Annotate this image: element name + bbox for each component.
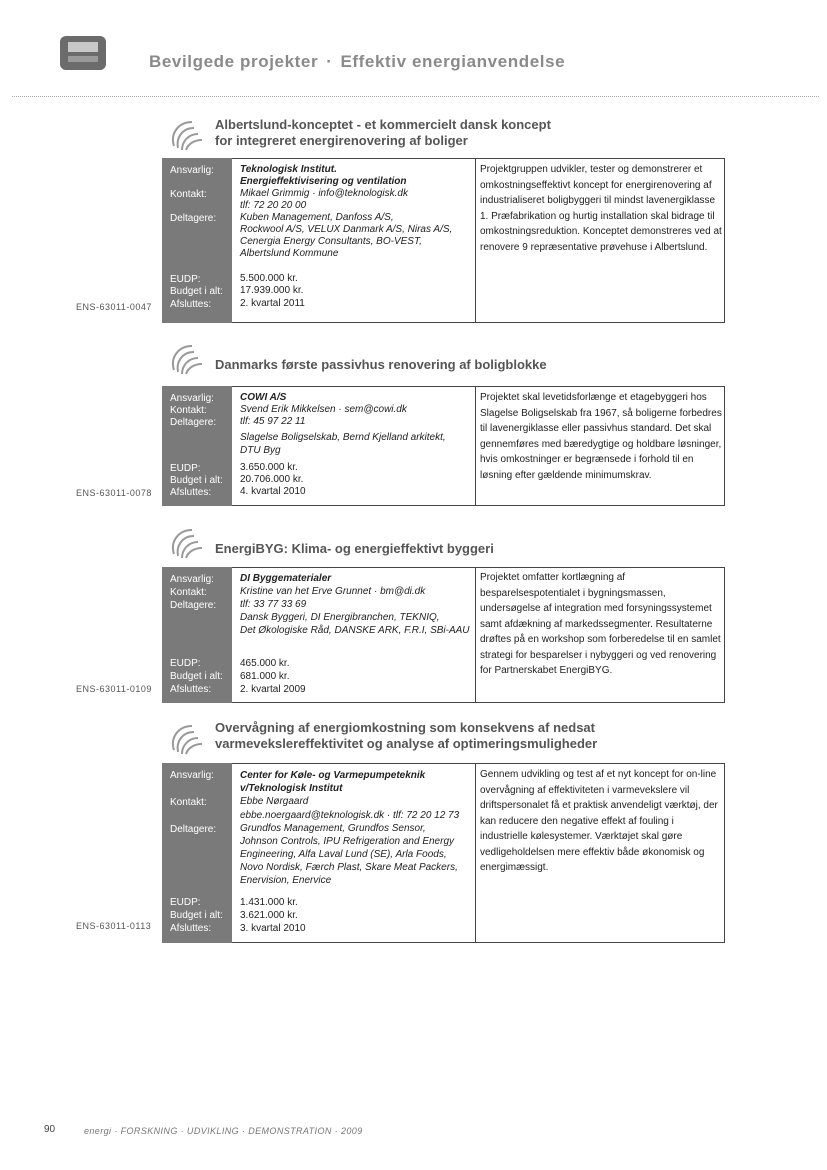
responsible-name: Teknologisk Institut. [240, 164, 337, 175]
project-code: ENS-63011-0047 [76, 302, 152, 312]
footer-text: energi · FORSKNING · UDVIKLING · DEMONSTRATION · 2009 [84, 1126, 363, 1136]
page-title-left: Bevilgede projekter [149, 52, 319, 71]
project-description: Projektgruppen udvikler, tester og demonstrerer et omkostningseffektivt koncept for energirenovering af industrialiseret boligbyggeri til mindst lavenergiklasse 1. Præfabrikation og hurtig installation skal bidrage til omkostningsreduktion. Konceptet demonstreres ved at renovere 9 repræsentative prøvehuse i Albertslund. [480, 164, 722, 253]
project-code: ENS-63011-0078 [76, 488, 152, 498]
contact: Svend Erik Mikkelsen · sem@cowi.dk [240, 404, 407, 415]
participants: Grundfos Management, Grundfos Sensor, [240, 823, 426, 834]
completion: 3. kvartal 2010 [240, 923, 306, 934]
participants: Kuben Management, Danfoss A/S, [240, 212, 394, 223]
project-description: Gennem udvikling og test af et nyt koncept for on-line overvågning af effektiviteten i varmevekslere vil driftspersonalet få et praktisk anvendeligt værktøj, der kan reducere den negative effekt af fouling i industrielle kølesystemer. Værktøjet skal gøre vedligeholdelsen mere effektiv både økonomisk og energimæssigt. [480, 769, 718, 873]
completion: 2. kvartal 2011 [240, 298, 305, 309]
swirl-logo-icon [168, 340, 208, 378]
swirl-logo-icon [168, 524, 208, 562]
responsible-name: DI Byggematerialer [240, 573, 332, 584]
responsible-dept: Energieffektivisering og ventilation [240, 176, 407, 187]
title-separator: · [326, 52, 333, 71]
label-column: Ansvarlig: Kontakt: Deltagere: EUDP: Budget i alt: Afsluttes: [162, 763, 232, 943]
project-code: ENS-63011-0109 [76, 684, 152, 694]
page-title [149, 52, 565, 72]
project-title: Danmarks første passivhus renovering af boligblokke [215, 357, 547, 372]
budget-amount: 3.621.000 kr. [240, 910, 298, 921]
eudp-amount: 5.500.000 kr. [240, 273, 298, 284]
responsible-dept: v/Teknologisk Institut [240, 783, 343, 794]
eudp-amount: 3.650.000 kr. [240, 462, 298, 473]
completion: 2. kvartal 2009 [240, 684, 306, 695]
eudp-amount: 465.000 kr. [240, 658, 290, 669]
page-title-right: Effektiv energianvendelse [340, 52, 566, 71]
project-code: ENS-63011-0113 [76, 921, 152, 931]
contact-phone: tlf: 72 20 20 00 [240, 200, 307, 211]
completion: 4. kvartal 2010 [240, 486, 306, 497]
contact-phone: tlf: 45 97 22 11 [240, 416, 306, 427]
budget-amount: 681.000 kr. [240, 671, 290, 682]
project-description: Projektet skal levetidsforlænge et etagebyggeri hos Slagelse Boligselskab fra 1967, så boligerne forbedres til lavenergiklasse eller passivhus standard. Det skal gennemføres med bæredygtige og holdbare løsninger, hvis omkostninger er begrænsede i forhold til en løsning efter gældende minimumskrav. [480, 392, 722, 481]
swirl-logo-icon [168, 720, 208, 758]
participants: Dansk Byggeri, DI Energibranchen, TEKNIQ, [240, 612, 440, 623]
label-column: Ansvarlig: Kontakt: Deltagere: EUDP: Budget i alt: Afsluttes: [162, 567, 232, 703]
contact-phone: tlf: 33 77 33 69 [240, 599, 307, 610]
responsible-name: COWI A/S [240, 392, 287, 403]
contact-email: ebbe.noergaard@teknologisk.dk · tlf: 72 20 12 73 [240, 810, 460, 821]
project-title: Overvågning af energiomkostning som konsekvens af nedsat varmevekslereffektivitet og analyse af optimeringsmuligheder [215, 720, 598, 751]
header-divider [12, 96, 819, 97]
project-description: Projektet omfatter kortlægning af besparelsespotentialet i bygningsmassen, undersøgelse af integration med forsyningssystemet samt afdækning af markedssegmenter. Resultaterne drøftes på en workshop som forberedelse til en samlet strategi for besparelser i nybyggeri og ved renovering for Partnerskabet EnergiBYG. [480, 572, 721, 676]
project-title: Albertslund-konceptet - et kommercielt dansk koncept for integreret energirenovering af boliger [215, 117, 551, 148]
contact: Kristine van het Erve Grunnet · bm@di.dk [240, 586, 426, 597]
contact: Ebbe Nørgaard [240, 796, 309, 807]
participants: Slagelse Boligselskab, Bernd Kjelland arkitekt, [240, 432, 446, 443]
contact: Mikael Grimmig · info@teknologisk.dk [240, 188, 408, 199]
budget-amount: 20.706.000 kr. [240, 474, 304, 485]
project-title: EnergiBYG: Klima- og energieffektivt byggeri [215, 541, 494, 556]
budget-amount: 17.939.000 kr. [240, 285, 304, 296]
energy-meter-icon [60, 36, 106, 70]
label-column: Ansvarlig: Kontakt: Deltagere: EUDP: Budget i alt: Afsluttes: [162, 386, 232, 506]
eudp-amount: 1.431.000 kr. [240, 897, 298, 908]
page-number: 90 [44, 1124, 56, 1135]
label-column: Ansvarlig: Kontakt: Deltagere: EUDP: Budget i alt: Afsluttes: [162, 158, 232, 323]
swirl-logo-icon [168, 116, 208, 154]
responsible-name: Center for Køle- og Varmepumpeteknik [240, 770, 426, 781]
